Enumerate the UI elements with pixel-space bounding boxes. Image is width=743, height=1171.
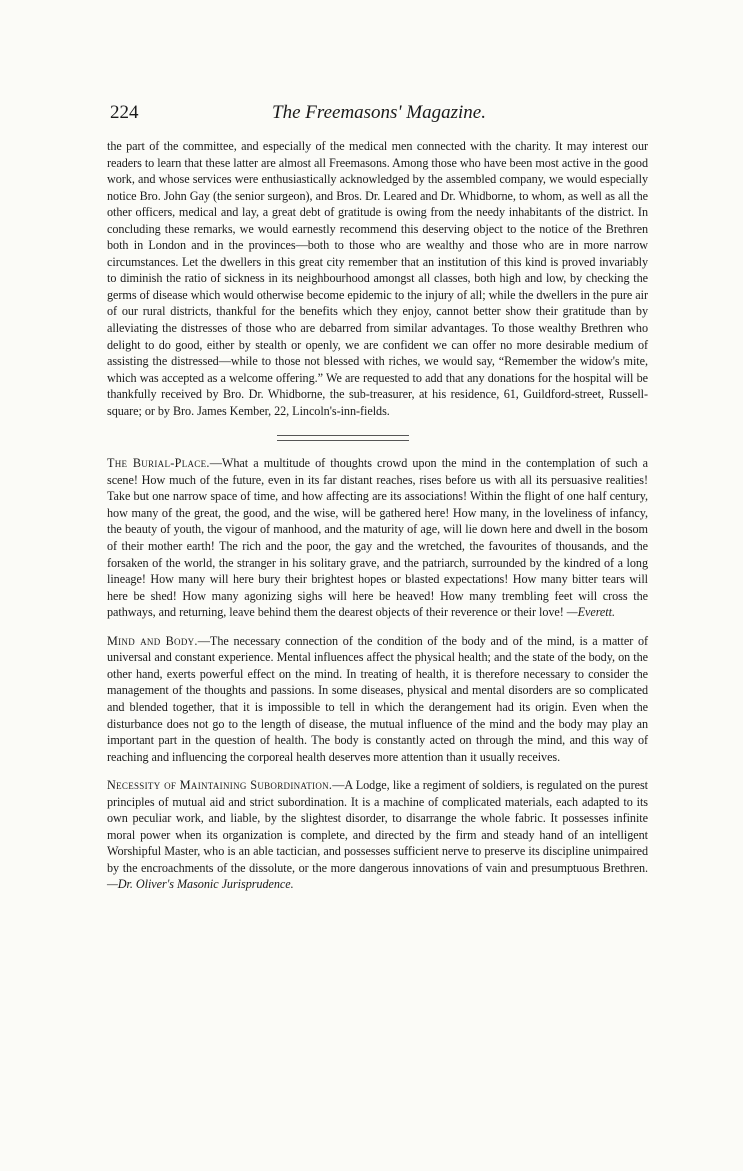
- page-number: 224: [110, 102, 139, 123]
- double-rule: [277, 435, 409, 441]
- section-heading: Mind and Body.: [107, 633, 198, 648]
- section-heading: Necessity of Maintaining Subordination.: [107, 778, 333, 793]
- section-heading: The Burial-Place.: [107, 456, 210, 471]
- section-burial-place: [107, 455, 648, 620]
- section-attribution: —Everett.: [566, 605, 615, 620]
- section-text: —What a multitude of thoughts crowd upon the mind in the contemplation of such a scene! How much of the future, even in its far distant reaches, rises before us with all its persuasive realities! Take but one narrow space of time, and how affecting are its associations! Within the flight of one half century, how many of the great, the good, and the wise, will be gathered here! How many, in the loveliness of infancy, the beauty of youth, the vigour of manhood, and the maturity of age, will lie down here and dwell in the bosom of their mother earth! The rich and the poor, the gay and the wretched, the favourites of thousands, and the forsaken of the world, the stranger in his solitary grave, and the patriarch, surrounded by the kindred of a long lineage! How many will here bury their brightest hopes or blasted expectations! How many bitter tears will here be shed! How many agonizing sighs will here be heaved! How many trembling feet will cross the pathways, and returning, leave behind them the dearest objects of their reverence or their love!: [107, 456, 648, 620]
- section-subordination: [107, 777, 648, 893]
- page-header: [110, 102, 648, 126]
- running-title: The Freemasons' Magazine.: [272, 102, 486, 123]
- section-attribution: —Dr. Oliver's Masonic Jurisprudence.: [107, 877, 294, 892]
- section-mind-and-body: [107, 633, 648, 765]
- intro-paragraph: the part of the committee, and especially of the medical men connected with the charity. It may interest our readers to learn that these latter are almost all Freemasons. Among those who have been most active in the good work, and whose services were enthusiastically acknowledged by the assembled company, we would especially notice Bro. John Gay (the senior surgeon), and Bros. Dr. Leared and Dr. Whidborne, to whom, as well as all the other officers, medical and lay, a great debt of gratitude is owing from the needy inhabitants of the district. In concluding these remarks, we would earnestly recommend this deserving object to the notice of the Brethren both in London and in the provinces—both to those who are wealthy and those who are in more narrow circumstances. Let the dwellers in this great city remember that an institution of this kind is proved invariably to diminish the ratio of sickness in its neighbourhood amongst all classes, both high and low, by checking the germs of disease which would otherwise become epidemic to the injury of all; while the dwellers in the pure air of our rural districts, thankful for the benefits which they enjoy, cannot better show their gratitude than by alleviating the distresses of those who are debarred from similar advantages. To those wealthy Brethren who delight to do good, either by stealth or openly, we are confident we can offer no more desirable medium of assisting the distressed—while to those not blessed with riches, we would say, “Remember the widow's mite, which was accepted as a welcome offering.” We are requested to add that any donations for the hospital will be thankfully received by Bro. Dr. Whidborne, the sub-treasurer, at his residence, 61, Guildford-street, Russell-square; or by Bro. James Kember, 22, Lincoln's-inn-fields.: [107, 139, 648, 418]
- article-body: [107, 138, 648, 905]
- section-divider: [107, 419, 648, 455]
- section-text: —The necessary connection of the condition of the body and of the mind, is a matter of universal and constant experience. Mental influences affect the physical health; and the state of the body, on the other hand, exerts powerful effect on the mind. In treating of health, it is therefore necessary to consider the management of the thoughts and passions. In some diseases, physical and mental disorders are so complicated and blended together, that it is impossible to tell in which the derangement had its origin. Even when the disturbance does not go to the length of disease, the mutual influence of the mind and the body may play an important part in the question of health. The body is constantly acted on through the mind, and this way of reaching and influencing the corporeal health deserves more attention than it usually receives.: [107, 633, 648, 764]
- section-text: —A Lodge, like a regiment of soldiers, is regulated on the purest principles of mutual aid and strict subordination. It is a machine of complicated materials, each adapted to its own peculiar work, and liable, by the slightest disorder, to disarrange the whole fabric. It possesses infinite moral power when its organization is complete, and directed by the firm and steady hand of an intelligent Worshipful Master, who is an able tactician, and possesses sufficient nerve to preserve its discipline unimpaired by the encroachments of the dissolute, or the more dangerous innovations of vain and presumptuous Brethren.: [107, 778, 648, 875]
